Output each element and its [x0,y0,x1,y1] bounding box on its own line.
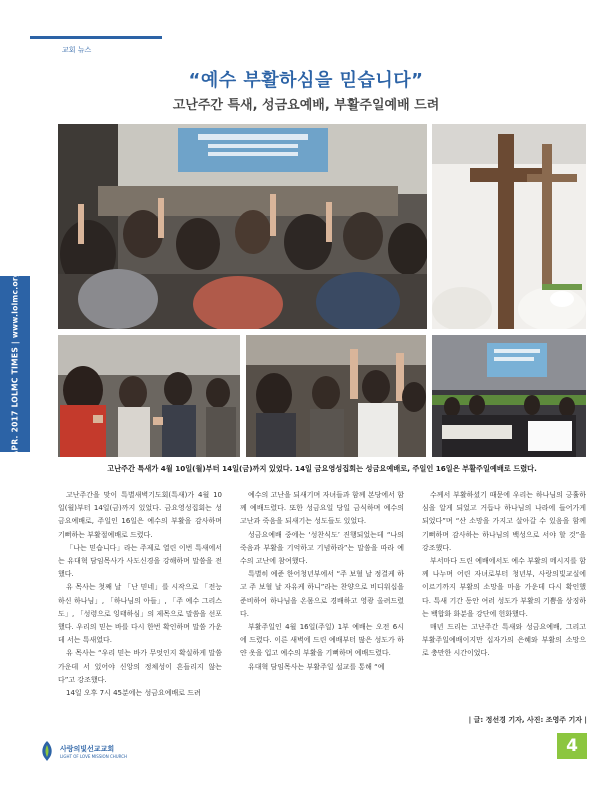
article-credit: | 글: 정선경 기자, 사진: 조영주 기자 | [468,716,587,724]
photo-caption: 고난주간 특새가 4월 10일(월)부터 14일(금)까지 있었다. 14일 금요영성집회는 성금요예배로, 주일인 16일은 부활주일예배로 드렸다. [107,464,537,473]
article-paragraph: 유 목사는 “우리 믿는 바가 무엇인지 확실하게 말씀 가운데 서 있어야 신앙의 정체성이 흔들리지 않는다”고 강조했다. [58,649,222,684]
church-logo-icon [38,740,56,762]
article-paragraph: 특별히 예준 한어청년부에서 “주 보혈 날 정결케 하고 주 보혈 날 자유케 하니”라는 찬양으로 비디워십을 준비하여 하나님을 온몸으로 경배하고 영광 올려드렸다. [240,570,404,618]
photo-choir-image [432,335,586,457]
article-paragraph: 수께서 부활하셨기 때문에 우리는 하나님의 긍휼하심을 알게 되었고 거듭나 하나님의 나라에 들어가게 되었다”며 “산 소망을 가지고 살아갈 수 있음을 함께 기뻐하며 감사하는 하나님의 백성으로 서야 할 것”을 강조했다. [422,491,586,552]
article-headline: “예수 부활하심을 믿습니다” [188,70,424,91]
page-number: 4 [566,736,578,756]
photo-congregation-clapping [58,335,240,457]
section-label: 교회 뉴스 [62,46,92,54]
photo-worship-hall [58,124,427,329]
article-paragraph: 유대혁 담임목사는 부활주일 설교를 통해 “예 [248,662,385,671]
article-paragraph: 부서마다 드린 예배에서도 예수 부활의 메시지를 함께 나누며 어린 자녀로부터 청년부, 사랑의빛교실에 이르기까지 부활의 소망을 마음 가운데 다시 확인했다. 특새 기간 동안 여러 성도가 부활의 기쁨을 상징하는 백합화 화분을 강단에 헌화했다. [422,557,586,618]
article-column-2 [240,489,404,674]
photo-worship-hall-image [58,124,427,329]
article-paragraph: 부활주일인 4월 16일(주일) 1부 예배는 오전 6시에 드렸다. 이른 새벽에 드린 예배부터 많은 성도가 하얀 옷을 입고 예수의 부활을 기뻐하며 예배드렸다. [240,623,404,658]
side-tab-text: APR. 2017 LOLMC TIMES | www.lolmc.org [10,271,20,457]
article-paragraph: 성금요예배 중에는 ‘성찬식도’ 진행되었는데 “나의 죽음과 부활을 기억하고 기념하라”는 말씀을 따라 예수의 고난에 참여했다. [240,530,404,566]
article-column-3 [422,489,586,661]
header-rule [30,36,162,39]
article-paragraph: 예수의 고난을 되새기며 자녀들과 함께 본당에서 함께 예배드렸다. 또한 성금요일 당일 금식하며 예수의 고난과 죽음을 되새기는 성도들도 있었다. [240,491,404,526]
article-paragraph: 유 목사는 첫째 날 「난 믿네」를 시작으로 「전능하신 하나님」, 「하나님의 아들」, 「주 예수 그리스도」, 「성령으로 잉태하심」의 제목으로 말씀을 선포했다. 우리의 믿는 바를 다시 한번 확인하며 말씀 가운데 서는 특새였다. [58,583,222,645]
photo-choir [432,335,586,457]
article-subheadline: 고난주간 특새, 성금요예배, 부활주일예배 드려 [172,98,440,113]
article-paragraph: 고난주간을 맞이 특별새벽기도회(특새)가 4월 10일(월)부터 14일(금)까지 있었다. 금요영성집회는 성금요예배로, 주일인 16일은 예수의 부활을 감사하며 기뻐하는 부활절예배로 드렸다. [58,491,222,539]
article-paragraph: 14일 오후 7시 45분에는 성금요예배로 드려 [66,689,201,698]
article-paragraph: 「나는 믿습니다」라는 주제로 열린 이번 특새에서는 유대혁 담임목사가 사도신경을 강해하며 말씀을 전했다. [58,543,222,579]
photo-raised-hands-image [246,335,426,457]
article-column-1 [58,489,222,700]
article-paragraph: 매년 드리는 고난주간 특새와 성금요예배, 그리고 부활주일예배이지만 십자가의 은혜와 부활의 소망으로 충만한 시간이었다. [422,623,586,658]
photo-congregation-clapping-image [58,335,240,457]
photo-raised-hands [246,335,426,457]
photo-cross [432,124,586,329]
photo-cross-image [432,124,586,329]
church-name: 사랑의빛선교교회 [60,745,115,753]
church-name-english: LIGHT OF LOVE MISSION CHURCH [60,754,128,759]
